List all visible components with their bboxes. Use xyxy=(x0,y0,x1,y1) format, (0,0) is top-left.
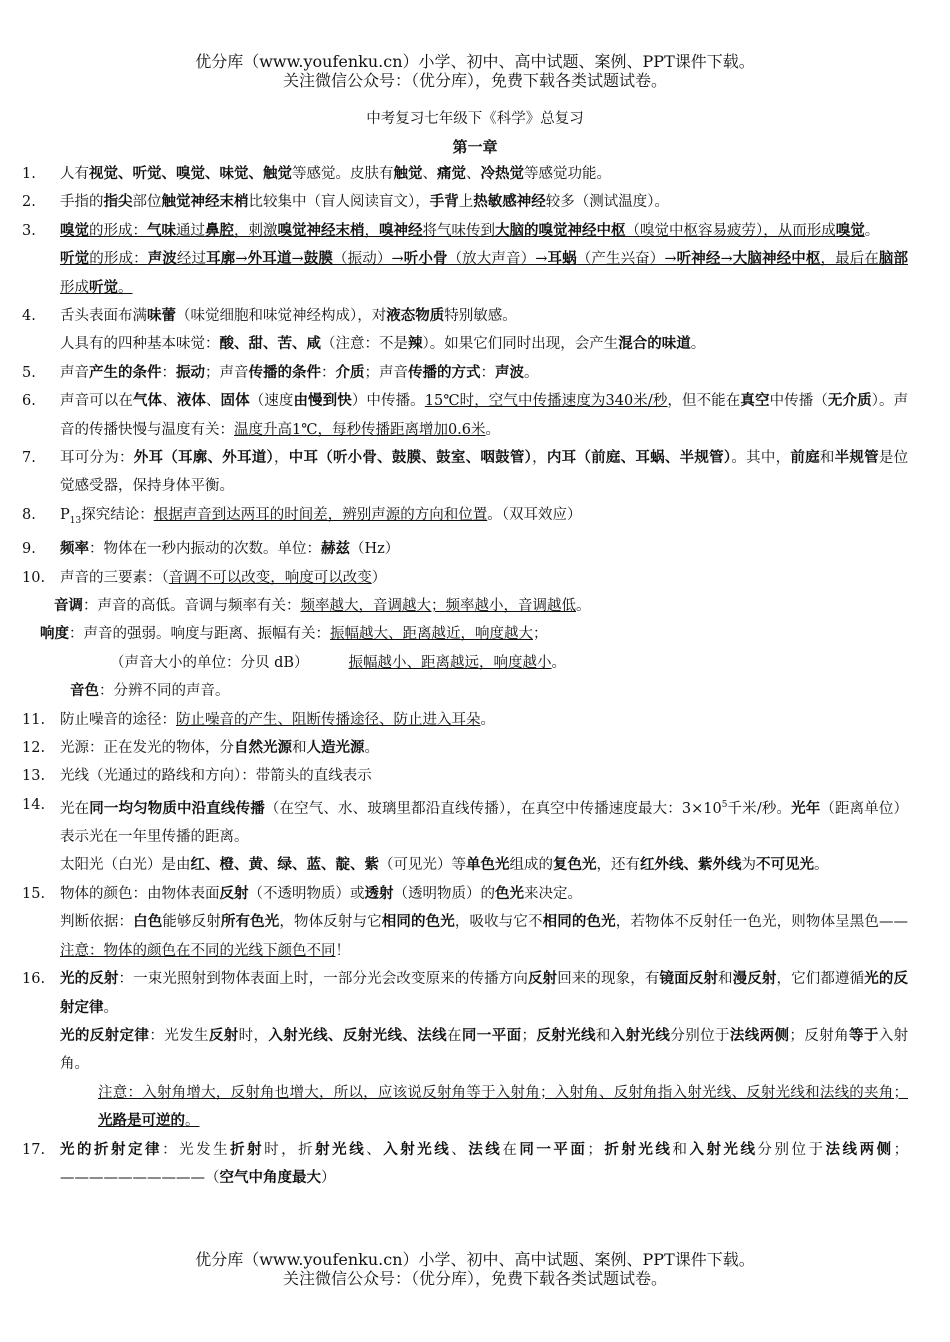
list-item-14-sunlight: 太阳光（白光）是由红、橙、黄、绿、蓝、靛、紫（可见光）等单色光组成的复色光，还有红外线、紫外线为不可见光。 xyxy=(60,856,829,874)
list-item-16-note: 注意：入射角增大，反射角也增大，所以，应该说反射角等于入射角；入射角、反射角指入射光线、反射光线和法线的夹角；光路是可逆的。 xyxy=(98,1084,908,1130)
list-item-16-law: 光的反射定律：光发生反射时，入射光线、反射光线、法线在同一平面；反射光线和入射光线分别位于法线两侧；反射角等于入射角。 xyxy=(60,1026,909,1073)
list-item-3-hearing: 听觉的形成：声波经过耳廓→外耳道→鼓膜（振动）→听小骨（放大声音）→耳蜗（产生兴奋）→听神经→大脑神经中枢，最后在脑部形成听觉。 xyxy=(60,250,909,296)
list-item-7: 7. 耳可分为：外耳（耳廓、外耳道），中耳（听小骨、鼓膜、鼓室、咽鼓管），内耳（前庭、耳蜗、半规管）。其中，前庭和半规管是位觉感受器，保持身体平衡。 xyxy=(22,449,909,495)
list-item-10: 10. 声音的三要素：（音调不可以改变，响度可以改变） xyxy=(22,569,387,586)
document-title: 中考复习七年级下《科学》总复习 xyxy=(366,111,584,127)
list-item-13: 13. 光线（光通过的路线和方向）：带箭头的直线表示 xyxy=(22,768,372,785)
list-item-8: 8. $P_{13}$探究结论：根据声音到达两耳的时间差，辨别声源的方向和位置。（双耳效应） xyxy=(22,506,582,526)
list-item-17: 17. 光的折射定律：光发生折射时，折射光线、入射光线、法线在同一平面；折射光线和入射光线分别位于法线两侧；——————————（空气中角度最大） xyxy=(22,1140,909,1186)
list-item-4-tastes: 人具有的四种基本味觉：酸、甜、苦、咸（注意：不是辣）。如果它们同时出现，会产生混合的味道。 xyxy=(60,335,706,353)
list-item-15-basis: 判断依据：白色能够反射所有色光，物体反射与它相同的色光，吸收与它不相同的色光，若物体不反射任一色光，则物体呈黑色——注意：物体的颜色在不同的光线下颜色不同！ xyxy=(60,913,908,959)
page-footer xyxy=(0,1250,950,1288)
list-item-16: 16. 光的反射：一束光照射到物体表面上时，一部分光会改变原来的传播方向反射回来的现象，有镜面反射和漫反射，它们都遵循光的反射定律。 xyxy=(22,970,909,1016)
list-item-12: 12. 光源：正在发光的物体，分自然光源和人造光源。 xyxy=(22,739,379,757)
list-item-15: 15. 物体的颜色：由物体表面反射（不透明物质）或透射（透明物质）的色光来决定。 xyxy=(22,884,582,902)
chapter-heading: 第一章 xyxy=(452,138,498,156)
header-line-1: 优分库（www.youfenku.cn）小学、初中、高中试题、案例、PPT课件下载。 xyxy=(195,52,755,71)
list-item-11: 11. 防止噪音的途径：防止噪音的产生、阻断传播途径、防止进入耳朵。 xyxy=(22,711,495,728)
document-body xyxy=(0,160,950,1192)
footer-line-2: 关注微信公众号：（优分库），免费下载各类试题试卷。 xyxy=(282,1269,667,1288)
list-item-10-loudness: 响度：声音的强弱。响度与距离、振幅有关：振幅越大、距离越近，响度越大； xyxy=(40,625,548,643)
footer-line-1: 优分库（www.youfenku.cn）小学、初中、高中试题、案例、PPT课件下载。 xyxy=(195,1250,755,1269)
page-header xyxy=(0,52,950,90)
list-item-6: 6. 声音可以在气体、液体、固体（速度由慢到快）中传播。15℃时，空气中传播速度为340米/秒，但不能在真空中传播（无介质）。声音的传播快慢与温度有关：温度升高1℃，每秒传播距离增加0.6米。 xyxy=(22,392,909,438)
list-item-14: 14. 光在同一均匀物质中沿直线传播（在空气、水、玻璃里都沿直线传播），在真空中传播速度最大：$3\times 10^5$千米/秒。光年（距离单位）表示光在一年里传播的距离。 xyxy=(22,796,909,846)
list-item-9: 9. 频率：物体在一秒内振动的次数。单位：赫兹（Hz） xyxy=(22,540,400,558)
list-item-2: 2. 手指的指尖部位触觉神经末梢比较集中（盲人阅读盲文），手背上热敏感神经较多（测试温度）。 xyxy=(22,193,669,211)
list-item-1: 1. 人有视觉、听觉、嗅觉、味觉、触觉等感觉。皮肤有触觉、痛觉、冷热觉等感觉功能。 xyxy=(22,165,611,182)
list-item-3: 3. 嗅觉的形成：气味通过鼻腔，刺激嗅觉神经末梢，嗅神经将气味传到大脑的嗅觉神经中枢（嗅觉中枢容易疲劳），从而形成嗅觉。 xyxy=(22,221,880,239)
list-item-10-timbre: 音色：分辨不同的声音。 xyxy=(70,682,230,700)
list-item-10-unit: （声音大小的单位：分贝 dB） 振幅越小、距离越远，响度越小。 xyxy=(110,654,567,671)
list-item-5: 5. 声音产生的条件：振动；声音传播的条件：介质；声音传播的方式：声波。 xyxy=(22,363,539,381)
header-line-2: 关注微信公众号：（优分库），免费下载各类试题试卷。 xyxy=(282,71,667,90)
list-item-4: 4. 舌头表面布满味蕾（味觉细胞和味觉神经构成），对液态物质特别敏感。 xyxy=(22,307,517,325)
list-item-10-pitch: 音调：声音的高低。音调与频率有关：频率越大，音调越大；频率越小，音调越低。 xyxy=(54,596,591,614)
